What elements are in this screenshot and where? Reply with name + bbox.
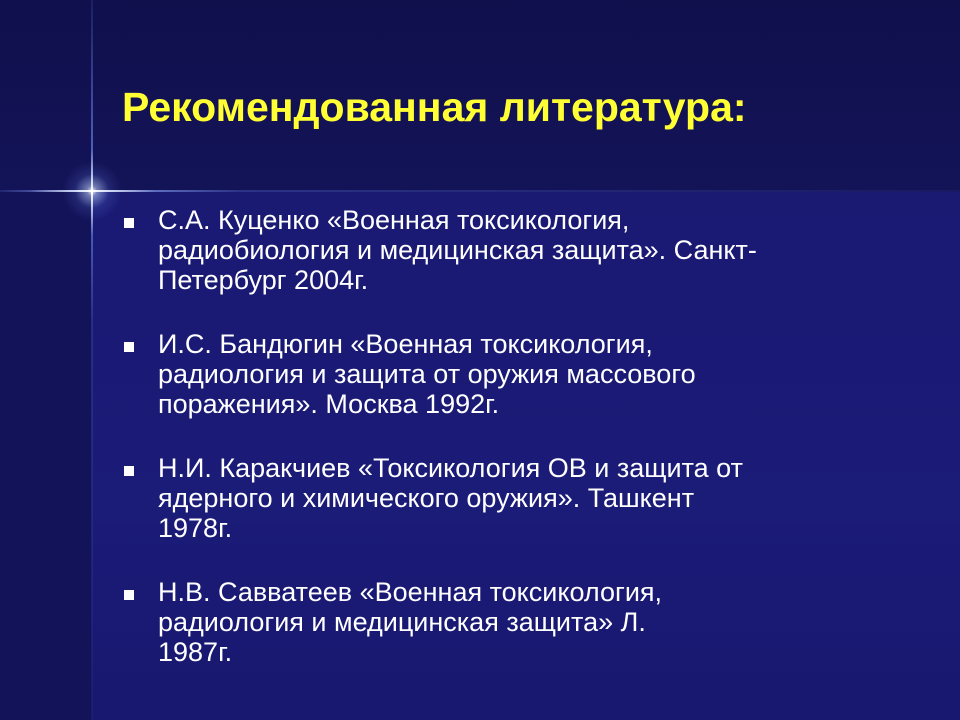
square-bullet-icon (124, 342, 134, 352)
square-bullet-icon (124, 466, 134, 476)
left-margin-band (0, 192, 92, 720)
reference-text: С.А. Куценко «Военная токсикология, радиобиология и медицинская защита». Санкт- Петербург 2004г. (158, 205, 757, 295)
square-bullet-icon (124, 218, 134, 228)
reference-item (124, 453, 924, 543)
reference-text: И.С. Бандюгин «Военная токсикология, радиология и защита от оружия массового поражения». Москва 1992г. (158, 329, 696, 419)
vertical-accent-line (91, 0, 93, 720)
reference-item (124, 205, 924, 295)
reference-item (124, 329, 924, 419)
square-bullet-icon (124, 590, 134, 600)
reference-text: Н.И. Каракчиев «Токсикология ОВ и защита от ядерного и химического оружия». Ташкент 1978г. (158, 453, 743, 543)
reference-text: Н.В. Савватеев «Военная токсикология, радиология и медицинская защита» Л. 1987г. (158, 577, 663, 667)
slide-title: Рекомендованная литература: (122, 84, 747, 130)
flare-vertical-ray (91, 150, 93, 235)
reference-list (124, 205, 924, 701)
reference-item (124, 577, 924, 667)
